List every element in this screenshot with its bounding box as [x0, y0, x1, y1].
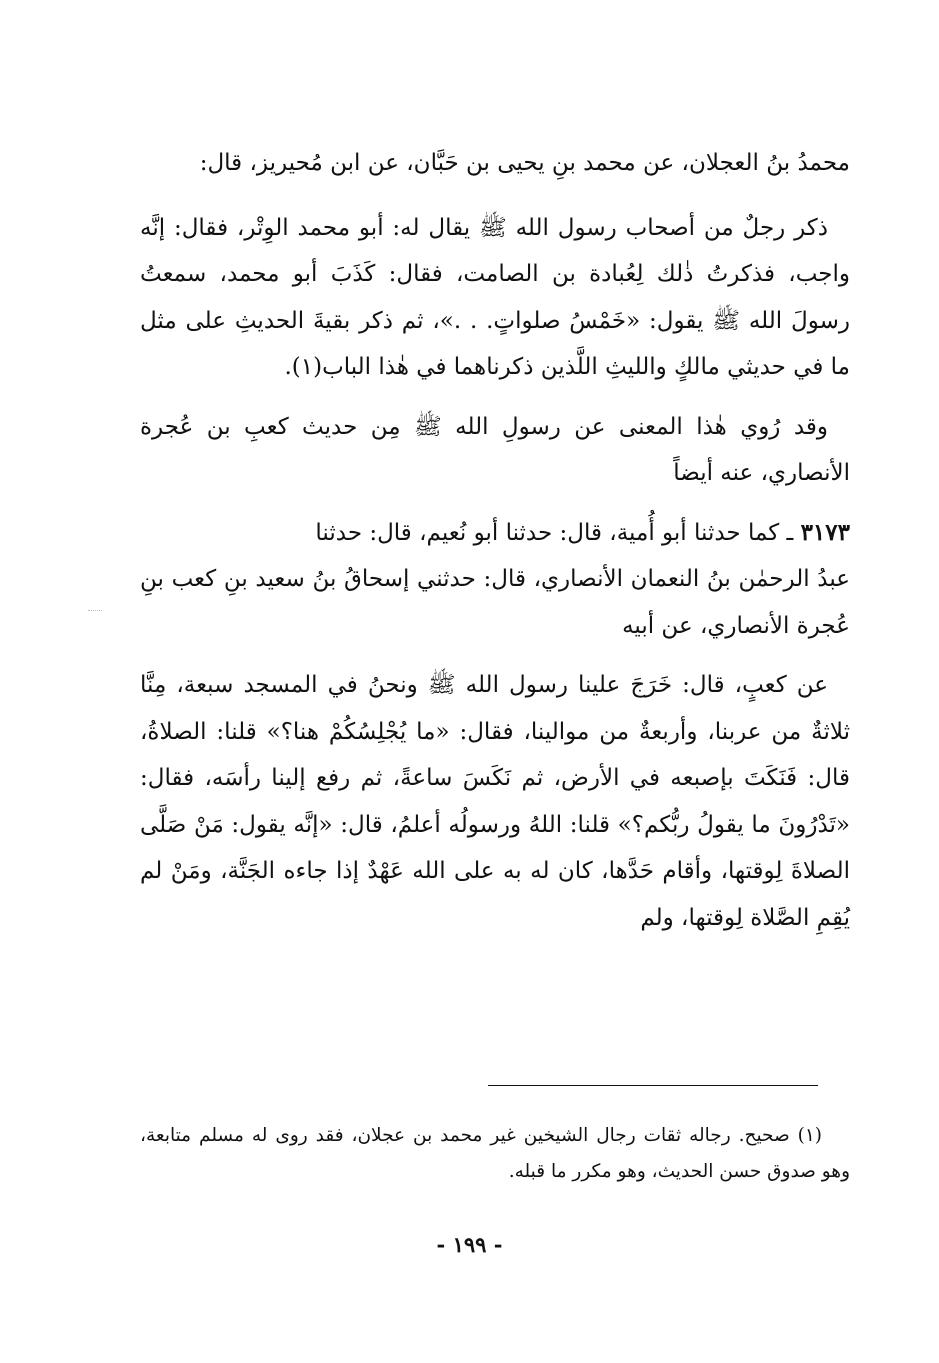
- paragraph: محمدُ بنُ العجلان، عن محمد بنِ يحيى بن حَبَّان، عن ابن مُحيريز، قال:: [199, 150, 850, 176]
- paragraph: وقد رُوي هٰذا المعنى عن رسولِ الله ﷺ مِن حديث كعبِ بن عُجرة الأنصاري، عنه أيضاً: [140, 413, 850, 486]
- page-number: - ١٩٩ -: [436, 1232, 503, 1257]
- main-text: [140, 140, 850, 941]
- footnote-divider: [488, 1085, 818, 1086]
- hadith-number: ٣١٧٣: [800, 518, 850, 546]
- scan-mark: [88, 610, 102, 611]
- paragraph: ذكر رجلٌ من أصحاب رسول الله ﷺ يقال له: أبو محمد الوِتْر، فقال: إنَّه واجب، فذكرتُ ذٰلك لِعُبادة بن الصامت، فقال: كَذَبَ أبو محمد، سمعتُ رسولَ الله ﷺ يقول: «خَمْسُ صلواتٍ. . .»، ثم ذكر بقيةَ الحديثِ على مثل ما في حديثي مالكٍ والليثِ اللَّذين ذكرناهما في هٰذا الباب(١).: [140, 214, 850, 380]
- paragraph: عن كعبٍ، قال: خَرَجَ علينا رسول الله ﷺ ونحنُ في المسجد سبعة، مِنَّا ثلاثةٌ من عربنا، وأربعةٌ من موالينا، فقال: «ما يُجْلِسُكُمْ هنا؟» قلنا: الصلاةُ، قال: فَنَكَتَ بإصبعه في الأرض، ثم نَكَسَ ساعةً، ثم رفع إلينا رأسَه، فقال: «تَدْرُونَ ما يقولُ ربُّكم؟» قلنا: اللهُ ورسولُه أعلمُ، قال: «إنَّه يقول: مَنْ صَلَّى الصلاةَ لِوقتها، وأقام حَدَّها، كان له به على الله عَهْدٌ إذا جاءه الجَنَّة، ومَنْ لم يُقِمِ الصَّلاة لِوقتها، ولم: [140, 672, 850, 931]
- paragraph: عبدُ الرحمٰن بنُ النعمان الأنصاري، قال: حدثني إسحاقُ بنُ سعيد بنِ كعب بنِ عُجرة الأنصاري، عن أبيه: [140, 566, 850, 639]
- hadith-opening: ـ كما حدثنا أبو أُمية، قال: حدثنا أبو نُعيم، قال: حدثنا: [315, 519, 801, 546]
- footnotes: [140, 1118, 850, 1190]
- footnote: (١) صحيح. رجاله ثقات رجال الشيخين غير محمد بن عجلان، فقد روى له مسلم متابعة، وهو صدوق حسن الحديث، وهو مكرر ما قبله.: [140, 1125, 850, 1182]
- hadith-paragraph: [140, 510, 850, 557]
